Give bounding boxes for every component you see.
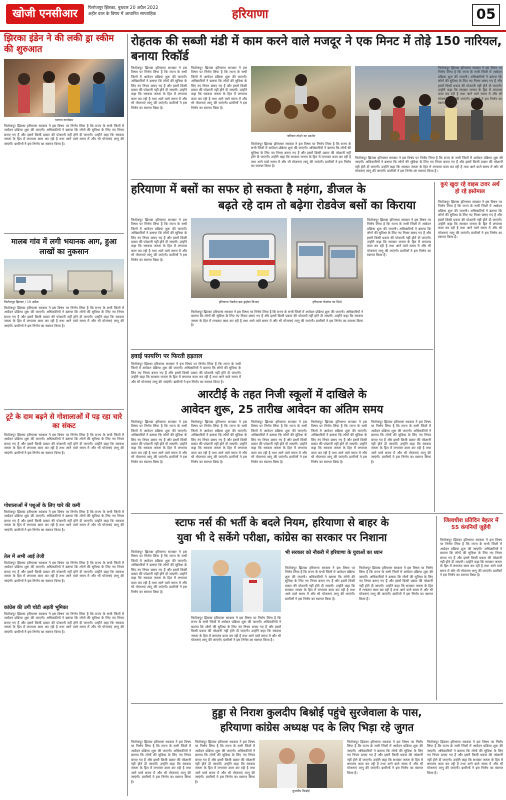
left-top-headline: झिरका इंडेन ने की लकी ड्रा स्कीम की शुरुआत (4, 34, 114, 55)
divider (131, 703, 503, 704)
left-mid-headline: मालब गांव में लगी भयानक आग, हुआ लाखों का नुकसान (11, 237, 117, 256)
nurse-text-col-2: फिरोजपुर झिरका हरियाणा सरकार ने इस विषय पर निर्णय लिया है कि राज्य के सभी जिलों में आवेदन प्रक्रिया शुरू की जाएगी। अधिकारियों ने बताया कि लोगों की सुविधा के लिए नए नियम बनाए गए हैं और इसमें किसी प्रकार की परेशानी नहीं होने दी जाएगी। उन्होंने कहा कि सरकार जनता के हित में लगातार काम कर रही है तथा आने वाले समय में और भी योजनाएं लागू की जाएंगी। ग्रामीणों ने इस निर्णय का स्वागत किया है। (191, 616, 281, 643)
people-image (4, 59, 124, 117)
nurse-image (191, 550, 281, 612)
bus-text-col-1: फिरोजपुर झिरका हरियाणा सरकार ने इस विषय पर निर्णय लिया है कि राज्य के सभी जिलों में आवेदन प्रक्रिया शुरू की जाएगी। अधिकारियों ने बताया कि लोगों की सुविधा के लिए नए नियम बनाए गए हैं और इसमें किसी प्रकार की परेशानी नहीं होने दी जाएगी। उन्होंने कहा कि सरकार जनता के हित में लगातार काम कर रही है तथा आने वाले समय में और भी योजनाएं लागू की जाएंगी। ग्रामीणों ने इस निर्णय का स्वागत किया है। (131, 218, 187, 262)
bus-headline-2: बढ़ते रहे दाम तो बढ़ेगा रोडवेज बसों का किराया (218, 198, 416, 212)
left-bottom-text: फिरोजपुर झिरका हरियाणा सरकार ने इस विषय पर निर्णय लिया है कि राज्य के सभी जिलों में आवेदन प्रक्रिया शुरू की जाएगी। अधिकारियों ने बताया कि लोगों की सुविधा के लिए नए नियम बनाए गए हैं और इसमें किसी प्रकार की परेशानी नहीं होने दी जाएगी। उन्होंने कहा कि सरकार जनता के हित में लगातार काम कर रही है तथा आने वाले समय में और भी योजनाएं लागू की जाएंगी। ग्रामीणों ने इस निर्णय का स्वागत किया है। (4, 433, 124, 455)
bottom-headline-2: हरियाणा कांग्रेस अध्यक्ष पद के लिए भिड़ा रहे जुगत (220, 722, 414, 734)
main-photo-small (251, 66, 351, 132)
left-mid-photo (4, 259, 124, 299)
left-bottom-headline: टूटे के दाम बढ़ने से गोशालाओं में पड़ रहा चारे का संकट (5, 413, 123, 430)
divider (4, 409, 124, 410)
vehicle-image (4, 259, 124, 299)
rte-text-col-4: फिरोजपुर झिरका हरियाणा सरकार ने इस विषय पर निर्णय लिया है कि राज्य के सभी जिलों में आवेदन प्रक्रिया शुरू की जाएगी। अधिकारियों ने बताया कि लोगों की सुविधा के लिए नए नियम बनाए गए हैं और इसमें किसी प्रकार की परेशानी नहीं होने दी जाएगी। उन्होंने कहा कि सरकार जनता के हित में लगातार काम कर रही है तथा आने वाले समय में और भी योजनाएं लागू की जाएंगी। ग्रामीणों ने इस निर्णय का स्वागत किया है। (311, 420, 367, 464)
page-number: 05 (472, 4, 500, 26)
main-headline: रोहतक की सब्जी मंडी में काम करने वाले मजदूर ने एक मिनट में तोड़े 150 नारियल, बनाया रिकॉर्ड (131, 34, 502, 63)
nurse-headline-2: युवा भी दे सकेंगे परीक्षा, कांग्रेस का सरकार पर निशाना (177, 532, 387, 544)
rte-headline-1: आरटीई के तहत निजी स्कूलों में दाखिले के (197, 388, 367, 401)
coconut-image (251, 66, 351, 132)
right-sidebar-headline-1: कुएं खुदा रहे वाइस टावर अर्थ हो रहे इस्तेमाल (440, 182, 500, 195)
left-sub-heading-2: तेल में अभी आई तेजी (4, 554, 45, 560)
masthead-rule (0, 30, 506, 32)
left-sub-text-2: फिरोजपुर झिरका हरियाणा सरकार ने इस विषय पर निर्णय लिया है कि राज्य के सभी जिलों में आवेदन प्रक्रिया शुरू की जाएगी। अधिकारियों ने बताया कि लोगों की सुविधा के लिए नए नियम बनाए गए हैं और इसमें किसी प्रकार की परेशानी नहीं होने दी जाएगी। उन्होंने कहा कि सरकार जनता के हित में लगातार काम कर रही है तथा आने वाले समय में और भी योजनाएं लागू की जाएंगी। ग्रामीणों ने इस निर्णय का स्वागत किया है। (4, 561, 124, 583)
bus-depot-photo (291, 218, 363, 298)
left-top-text: फिरोजपुर झिरका हरियाणा सरकार ने इस विषय पर निर्णय लिया है कि राज्य के सभी जिलों में आवेदन प्रक्रिया शुरू की जाएगी। अधिकारियों ने बताया कि लोगों की सुविधा के लिए नए नियम बनाए गए हैं और इसमें किसी प्रकार की परेशानी नहीं होने दी जाएगी। उन्होंने कहा कि सरकार जनता के हित में लगातार काम कर रही है तथा आने वाले समय में और भी योजनाएं लागू की जाएंगी। ग्रामीणों ने इस निर्णय का स्वागत किया है। (4, 124, 124, 146)
column-divider (436, 516, 437, 700)
main-text-col-3: फिरोजपुर झिरका हरियाणा सरकार ने इस विषय पर निर्णय लिया है कि राज्य के सभी जिलों में आवेदन प्रक्रिया शुरू की जाएगी। अधिकारियों ने बताया कि लोगों की सुविधा के लिए नए नियम बनाए गए हैं और इसमें किसी प्रकार की परेशानी नहीं होने दी जाएगी। उन्होंने कहा कि सरकार जनता के हित में लगातार काम कर रही है तथा आने वाले समय में और भी योजनाएं लागू की जाएंगी। ग्रामीणों ने इस निर्णय का स्वागत किया है। (251, 142, 351, 169)
bottom-headline-1: हुड्डा से निराश कुलदीप बिश्नोई पहुंचे सुरजेवाला के पास, (211, 707, 423, 719)
bus-photo (191, 218, 287, 298)
left-sub-text-1: फिरोजपुर झिरका हरियाणा सरकार ने इस विषय पर निर्णय लिया है कि राज्य के सभी जिलों में आवेदन प्रक्रिया शुरू की जाएगी। अधिकारियों ने बताया कि लोगों की सुविधा के लिए नए नियम बनाए गए हैं और इसमें किसी प्रकार की परेशानी नहीं होने दी जाएगी। उन्होंने कहा कि सरकार जनता के हित में लगातार काम कर रही है तथा आने वाले समय में और भी योजनाएं लागू की जाएंगी। ग्रामीणों ने इस निर्णय का स्वागत किया है। (4, 510, 124, 532)
left-column (4, 34, 124, 796)
left-photo-caption: चलाया कार्यक्रम (54, 118, 74, 122)
nurse-photo (191, 550, 281, 612)
bus-photo-caption: हरियाणा रोडवेज बस ड्राईवर विभाग (218, 300, 260, 304)
right-side-text-2: फिरोजपुर झिरका हरियाणा सरकार ने इस विषय पर निर्णय लिया है कि राज्य के सभी जिलों में आवेदन प्रक्रिया शुरू की जाएगी। अधिकारियों ने बताया कि लोगों की सुविधा के लिए नए नियम बनाए गए हैं और इसमें किसी प्रकार की परेशानी नहीं होने दी जाएगी। उन्होंने कहा कि सरकार जनता के हित में लगातार काम कर रही है तथा आने वाले समय में और भी योजनाएं लागू की जाएंगी। ग्रामीणों ने इस निर्णय का स्वागत किया है। (440, 538, 502, 578)
left-sub-heading-3: कांग्रेस की उगी चोटी अड़ती भूमिका (4, 605, 68, 611)
bus-depot-caption: हरियाणा रोडवेज का डिपो (312, 300, 342, 304)
section-title: हरियाणा (232, 7, 269, 21)
right-top-text: फिरोजपुर झिरका हरियाणा सरकार ने इस विषय पर निर्णय लिया है कि राज्य के सभी जिलों में आवेदन प्रक्रिया शुरू की जाएगी। अधिकारियों ने बताया कि लोगों की सुविधा के लिए नए नियम बनाए गए हैं और इसमें किसी प्रकार की परेशानी नहीं होने दी जाएगी। उन्होंने कहा कि सरकार जनता के हित में लगातार काम कर रही है तथा आने वाले समय में और भी योजनाएं लागू की जाएंगी। ग्रामीणों ने इस निर्णय का स्वागत किया है। (438, 66, 502, 106)
depot-image (291, 218, 363, 298)
brand-logo: खोजी एनसीआर (6, 4, 84, 24)
date-text: फिरोजपुर झिरका, बुधवार 20 अप्रैल 2022 (88, 6, 159, 11)
bottom-text-col-4: फिरोजपुर झिरका हरियाणा सरकार ने इस विषय पर निर्णय लिया है कि राज्य के सभी जिलों में आवेदन प्रक्रिया शुरू की जाएगी। अधिकारियों ने बताया कि लोगों की सुविधा के लिए नए नियम बनाए गए हैं और इसमें किसी प्रकार की परेशानी नहीं होने दी जाएगी। उन्होंने कहा कि सरकार जनता के हित में लगातार काम कर रही है तथा आने वाले समय में और भी योजनाएं लागू की जाएंगी। ग्रामीणों ने इस निर्णय का स्वागत किया है। (427, 740, 503, 775)
portrait-image (259, 740, 343, 788)
school-text: फिरोजपुर झिरका हरियाणा सरकार ने इस विषय पर निर्णय लिया है कि राज्य के सभी जिलों में आवेदन प्रक्रिया शुरू की जाएगी। अधिकारियों ने बताया कि लोगों की सुविधा के लिए नए नियम बनाए गए हैं और इसमें किसी प्रकार की परेशानी नहीं होने दी जाएगी। उन्होंने कहा कि सरकार जनता के हित में लगातार काम कर रही है तथा आने वाले समय में और भी योजनाएं लागू की जाएंगी। ग्रामीणों ने इस निर्णय का स्वागत किया है। (131, 362, 241, 384)
bottom-text-col-2: फिरोजपुर झिरका हरियाणा सरकार ने इस विषय पर निर्णय लिया है कि राज्य के सभी जिलों में आवेदन प्रक्रिया शुरू की जाएगी। अधिकारियों ने बताया कि लोगों की सुविधा के लिए नए नियम बनाए गए हैं और इसमें किसी प्रकार की परेशानी नहीं होने दी जाएगी। उन्होंने कहा कि सरकार जनता के हित में लगातार काम कर रही है तथा आने वाले समय में और भी योजनाएं लागू की जाएंगी। ग्रामीणों ने इस निर्णय का स्वागत किया है। (195, 740, 255, 784)
divider (131, 179, 503, 180)
divider (131, 349, 433, 350)
nurse-text-col-4: फिरोजपुर झिरका हरियाणा सरकार ने इस विषय पर निर्णय लिया है कि राज्य के सभी जिलों में आवेदन प्रक्रिया शुरू की जाएगी। अधिकारियों ने बताया कि लोगों की सुविधा के लिए नए नियम बनाए गए हैं और इसमें किसी प्रकार की परेशानी नहीं होने दी जाएगी। उन्होंने कहा कि सरकार जनता के हित में लगातार काम कर रही है तथा आने वाले समय में और भी योजनाएं लागू की जाएंगी। ग्रामीणों ने इस निर्णय का स्वागत किया है। (359, 566, 433, 601)
left-top-photo (4, 59, 124, 117)
left-mid-text: फिरोजपुर झिरका हरियाणा सरकार ने इस विषय पर निर्णय लिया है कि राज्य के सभी जिलों में आवेदन प्रक्रिया शुरू की जाएगी। अधिकारियों ने बताया कि लोगों की सुविधा के लिए नए नियम बनाए गए हैं और इसमें किसी प्रकार की परेशानी नहीं होने दी जाएगी। उन्होंने कहा कि सरकार जनता के हित में लगातार काम कर रही है तथा आने वाले समय में और भी योजनाएं लागू की जाएंगी। ग्रामीणों ने इस निर्णय का स्वागत किया है। (4, 306, 124, 328)
right-sidebar-headline-2: जिलाधीश प्रतिदिन बेहतर में 55 कंपनियों जुड़ेंगी (443, 518, 499, 531)
left-mid-byline: फिरोजपुर झिरका / 19 अप्रैल: (4, 300, 40, 304)
dateline (88, 6, 198, 18)
main-photo-caption: नारियल तोड़ने का प्रदर्शन (286, 134, 316, 138)
kuldeep-caption: कुलदीप बिश्नोई (292, 789, 310, 793)
left-sub-text-3: फिरोजपुर झिरका हरियाणा सरकार ने इस विषय पर निर्णय लिया है कि राज्य के सभी जिलों में आवेदन प्रक्रिया शुरू की जाएगी। अधिकारियों ने बताया कि लोगों की सुविधा के लिए नए नियम बनाए गए हैं और इसमें किसी प्रकार की परेशानी नहीं होने दी जाएगी। उन्होंने कहा कि सरकार जनता के हित में लगातार काम कर रही है तथा आने वाले समय में और भी योजनाएं लागू की जाएंगी। ग्रामीणों ने इस निर्णय का स्वागत किया है। (4, 612, 124, 634)
main-text-col-2: फिरोजपुर झिरका हरियाणा सरकार ने इस विषय पर निर्णय लिया है कि राज्य के सभी जिलों में आवेदन प्रक्रिया शुरू की जाएगी। अधिकारियों ने बताया कि लोगों की सुविधा के लिए नए नियम बनाए गए हैं और इसमें किसी प्रकार की परेशानी नहीं होने दी जाएगी। उन्होंने कहा कि सरकार जनता के हित में लगातार काम कर रही है तथा आने वाले समय में और भी योजनाएं लागू की जाएंगी। ग्रामीणों ने इस निर्णय का स्वागत किया है। (191, 66, 247, 110)
kuldeep-photo (259, 740, 343, 788)
bottom-text-col-3: फिरोजपुर झिरका हरियाणा सरकार ने इस विषय पर निर्णय लिया है कि राज्य के सभी जिलों में आवेदन प्रक्रिया शुरू की जाएगी। अधिकारियों ने बताया कि लोगों की सुविधा के लिए नए नियम बनाए गए हैं और इसमें किसी प्रकार की परेशानी नहीं होने दी जाएगी। उन्होंने कहा कि सरकार जनता के हित में लगातार काम कर रही है तथा आने वाले समय में और भी योजनाएं लागू की जाएंगी। ग्रामीणों ने इस निर्णय का स्वागत किया है। (347, 740, 423, 775)
bottom-text-col-1: फिरोजपुर झिरका हरियाणा सरकार ने इस विषय पर निर्णय लिया है कि राज्य के सभी जिलों में आवेदन प्रक्रिया शुरू की जाएगी। अधिकारियों ने बताया कि लोगों की सुविधा के लिए नए नियम बनाए गए हैं और इसमें किसी प्रकार की परेशानी नहीं होने दी जाएगी। उन्होंने कहा कि सरकार जनता के हित में लगातार काम कर रही है तथा आने वाले समय में और भी योजनाएं लागू की जाएंगी। ग्रामीणों ने इस निर्णय का स्वागत किया है। (131, 740, 191, 784)
main-text-col-4: फिरोजपुर झिरका हरियाणा सरकार ने इस विषय पर निर्णय लिया है कि राज्य के सभी जिलों में आवेदन प्रक्रिया शुरू की जाएगी। अधिकारियों ने बताया कि लोगों की सुविधा के लिए नए नियम बनाए गए हैं और इसमें किसी प्रकार की परेशानी नहीं होने दी जाएगी। उन्होंने कहा कि सरकार जनता के हित में लगातार काम कर रही है तथा आने वाले समय में और भी योजनाएं लागू की जाएंगी। ग्रामीणों ने इस निर्णय का स्वागत किया है। (355, 156, 503, 174)
right-side-text-1: फिरोजपुर झिरका हरियाणा सरकार ने इस विषय पर निर्णय लिया है कि राज्य के सभी जिलों में आवेदन प्रक्रिया शुरू की जाएगी। अधिकारियों ने बताया कि लोगों की सुविधा के लिए नए नियम बनाए गए हैं और इसमें किसी प्रकार की परेशानी नहीं होने दी जाएगी। उन्होंने कहा कि सरकार जनता के हित में लगातार काम कर रही है तथा आने वाले समय में और भी योजनाएं लागू की जाएंगी। ग्रामीणों ने इस निर्णय का स्वागत किया है। (438, 200, 502, 240)
main-text-col-1: फिरोजपुर झिरका हरियाणा सरकार ने इस विषय पर निर्णय लिया है कि राज्य के सभी जिलों में आवेदन प्रक्रिया शुरू की जाएगी। अधिकारियों ने बताया कि लोगों की सुविधा के लिए नए नियम बनाए गए हैं और इसमें किसी प्रकार की परेशानी नहीं होने दी जाएगी। उन्होंने कहा कि सरकार जनता के हित में लगातार काम कर रही है तथा आने वाले समय में और भी योजनाएं लागू की जाएंगी। ग्रामीणों ने इस निर्णय का स्वागत किया है। (131, 66, 187, 110)
date-text-2: अहीर वाल के विषय में आधारित साप्ताहिक (88, 12, 156, 17)
bus-image (191, 218, 287, 298)
nurse-text-col-1: फिरोजपुर झिरका हरियाणा सरकार ने इस विषय पर निर्णय लिया है कि राज्य के सभी जिलों में आवेदन प्रक्रिया शुरू की जाएगी। अधिकारियों ने बताया कि लोगों की सुविधा के लिए नए नियम बनाए गए हैं और इसमें किसी प्रकार की परेशानी नहीं होने दी जाएगी। उन्होंने कहा कि सरकार जनता के हित में लगातार काम कर रही है तथा आने वाले समय में और भी योजनाएं लागू की जाएंगी। ग्रामीणों ने इस निर्णय का स्वागत किया है। (131, 550, 187, 594)
masthead (0, 0, 506, 30)
divider (131, 513, 503, 514)
bus-text-col-3: फिरोजपुर झिरका हरियाणा सरकार ने इस विषय पर निर्णय लिया है कि राज्य के सभी जिलों में आवेदन प्रक्रिया शुरू की जाएगी। अधिकारियों ने बताया कि लोगों की सुविधा के लिए नए नियम बनाए गए हैं और इसमें किसी प्रकार की परेशानी नहीं होने दी जाएगी। उन्होंने कहा कि सरकार जनता के हित में लगातार काम कर रही है तथा आने वाले समय में और भी योजनाएं लागू की जाएंगी। ग्रामीणों ने इस निर्णय का स्वागत किया है। (367, 218, 431, 258)
rte-text-col-1: फिरोजपुर झिरका हरियाणा सरकार ने इस विषय पर निर्णय लिया है कि राज्य के सभी जिलों में आवेदन प्रक्रिया शुरू की जाएगी। अधिकारियों ने बताया कि लोगों की सुविधा के लिए नए नियम बनाए गए हैं और इसमें किसी प्रकार की परेशानी नहीं होने दी जाएगी। उन्होंने कहा कि सरकार जनता के हित में लगातार काम कर रही है तथा आने वाले समय में और भी योजनाएं लागू की जाएंगी। ग्रामीणों ने इस निर्णय का स्वागत किया है। (131, 420, 187, 464)
school-subheading: हवाई फायरिंग पर फिरती हड़ताल (131, 353, 203, 360)
rte-text-col-5: फिरोजपुर झिरका हरियाणा सरकार ने इस विषय पर निर्णय लिया है कि राज्य के सभी जिलों में आवेदन प्रक्रिया शुरू की जाएगी। अधिकारियों ने बताया कि लोगों की सुविधा के लिए नए नियम बनाए गए हैं और इसमें किसी प्रकार की परेशानी नहीं होने दी जाएगी। उन्होंने कहा कि सरकार जनता के हित में लगातार काम कर रही है तथा आने वाले समय में और भी योजनाएं लागू की जाएंगी। ग्रामीणों ने इस निर्णय का स्वागत किया है। (371, 420, 431, 464)
rte-text-col-2: फिरोजपुर झिरका हरियाणा सरकार ने इस विषय पर निर्णय लिया है कि राज्य के सभी जिलों में आवेदन प्रक्रिया शुरू की जाएगी। अधिकारियों ने बताया कि लोगों की सुविधा के लिए नए नियम बनाए गए हैं और इसमें किसी प्रकार की परेशानी नहीं होने दी जाएगी। उन्होंने कहा कि सरकार जनता के हित में लगातार काम कर रही है तथा आने वाले समय में और भी योजनाएं लागू की जाएंगी। ग्रामीणों ने इस निर्णय का स्वागत किया है। (191, 420, 247, 464)
divider (4, 233, 124, 234)
bus-text-col-2: फिरोजपुर झिरका हरियाणा सरकार ने इस विषय पर निर्णय लिया है कि राज्य के सभी जिलों में आवेदन प्रक्रिया शुरू की जाएगी। अधिकारियों ने बताया कि लोगों की सुविधा के लिए नए नियम बनाए गए हैं और इसमें किसी प्रकार की परेशानी नहीं होने दी जाएगी। उन्होंने कहा कि सरकार जनता के हित में लगातार काम कर रही है तथा आने वाले समय में और भी योजनाएं लागू की जाएंगी। ग्रामीणों ने इस निर्णय का स्वागत किया है। (191, 310, 363, 328)
bus-headline-1: हरियाणा में बसों का सफर हो सकता है महंगा, डीजल के (131, 182, 366, 196)
nurse-text-col-3: फिरोजपुर झिरका हरियाणा सरकार ने इस विषय पर निर्णय लिया है कि राज्य के सभी जिलों में आवेदन प्रक्रिया शुरू की जाएगी। अधिकारियों ने बताया कि लोगों की सुविधा के लिए नए नियम बनाए गए हैं और इसमें किसी प्रकार की परेशानी नहीं होने दी जाएगी। उन्होंने कहा कि सरकार जनता के हित में लगातार काम कर रही है तथा आने वाले समय में और भी योजनाएं लागू की जाएंगी। ग्रामीणों ने इस निर्णय का स्वागत किया है। (285, 566, 355, 601)
column-divider (127, 34, 128, 796)
column-divider (434, 182, 435, 512)
rte-headline-2: आवेदन शुरू, 25 तारीख आवेदन का अंतिम समय (180, 403, 384, 416)
nurse-headline-1: स्टाफ नर्स की भर्ती के बदले नियम, हरियाणा से बाहर के (175, 517, 389, 529)
nurse-subheading: भी सरकार को नौकरी में हरियाणा के युवाओं का ध्यान (285, 550, 383, 556)
rte-text-col-3: फिरोजपुर झिरका हरियाणा सरकार ने इस विषय पर निर्णय लिया है कि राज्य के सभी जिलों में आवेदन प्रक्रिया शुरू की जाएगी। अधिकारियों ने बताया कि लोगों की सुविधा के लिए नए नियम बनाए गए हैं और इसमें किसी प्रकार की परेशानी नहीं होने दी जाएगी। उन्होंने कहा कि सरकार जनता के हित में लगातार काम कर रही है तथा आने वाले समय में और भी योजनाएं लागू की जाएंगी। ग्रामीणों ने इस निर्णय का स्वागत किया है। (251, 420, 307, 464)
left-sub-heading-1: गोशालाओं में पशुओं के लिए चारे की कमी (4, 503, 81, 509)
